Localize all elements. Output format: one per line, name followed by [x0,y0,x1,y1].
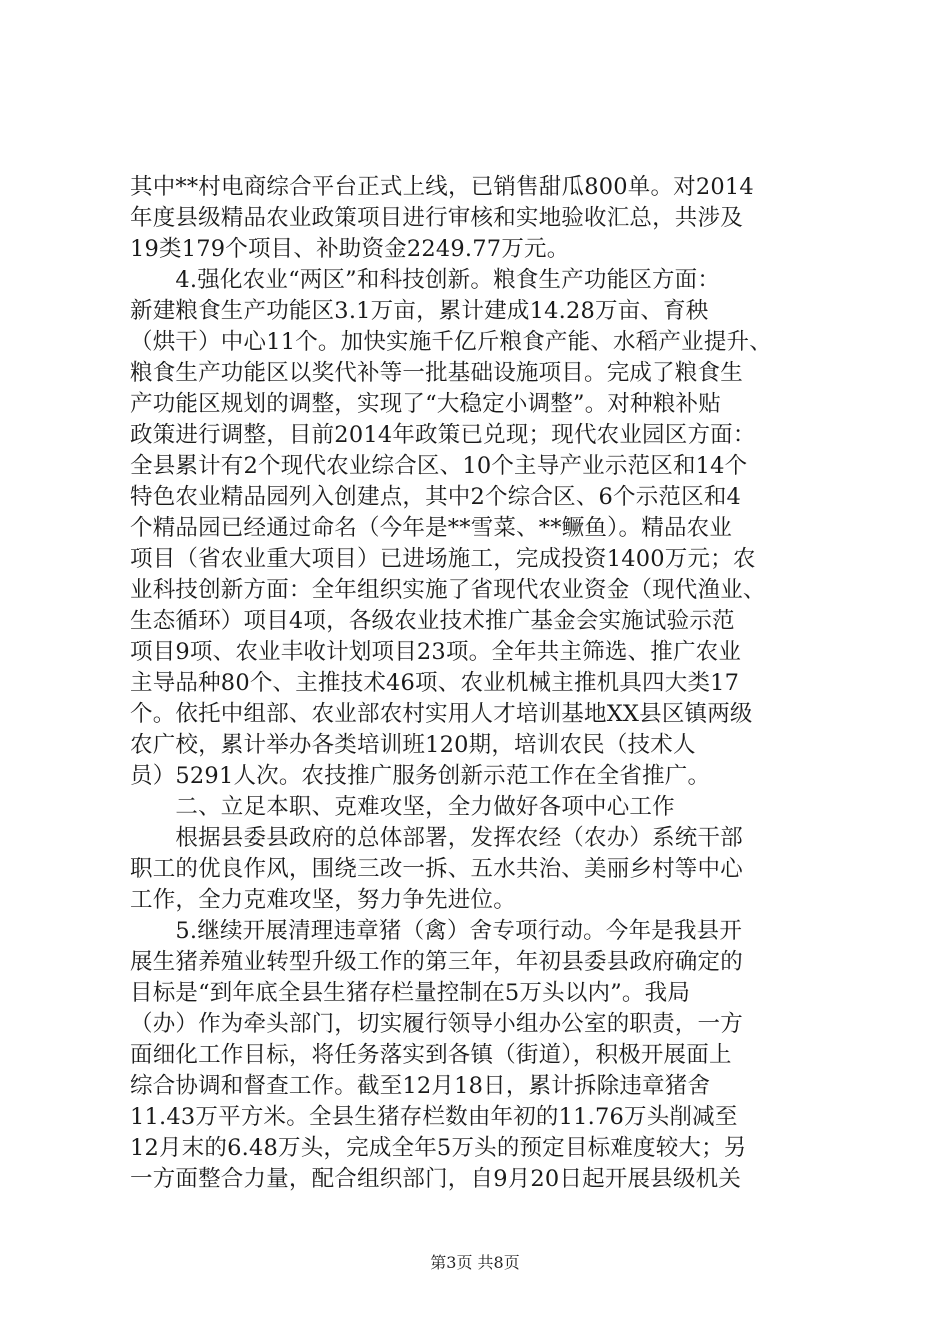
text-line: 根据县委县政府的总体部署，发挥农经（农办）系统干部 [130,825,743,851]
text-line: 其中**村电商综合平台正式上线，已销售甜瓜800单。对2014 [130,174,754,200]
text-line: 11.43万平方米。全县生猪存栏数由年初的11.76万头削减至 [130,1104,738,1130]
text-line: 目标是“到年底全县生猪存栏量控制在5万头以内”。我局 [130,980,691,1006]
text-line: 新建粮食生产功能区3.1万亩，累计建成14.28万亩、育秧 [130,298,709,324]
text-line: 一方面整合力量，配合组织部门，自9月20日起开展县级机关 [130,1166,742,1192]
text-line: 12月末的6.48万头，完成全年5万头的预定目标难度较大；另 [130,1135,747,1161]
text-line: 个精品园已经通过命名（今年是**雪菜、**鳜鱼）。精品农业 [130,515,733,541]
text-line: 业科技创新方面：全年组织实施了省现代农业资金（现代渔业、 [130,577,766,603]
page-number-footer: 第3页 共8页 [430,1253,520,1272]
text-line: （烘干）中心11个。加快实施千亿斤粮食产能、水稻产业提升、 [130,329,772,355]
text-line: 展生猪养殖业转型升级工作的第三年，年初县委县政府确定的 [130,949,743,975]
text-line: 项目（省农业重大项目）已进场施工，完成投资1400万元；农 [130,546,756,572]
text-line: 4.强化农业“两区”和科技创新。粮食生产功能区方面： [130,267,721,293]
text-line: 政策进行调整，目前2014年政策已兑现；现代农业园区方面： [130,422,756,448]
text-line: 主导品种80个、主推技术46项、农业机械主推机具四大类17 [130,670,740,696]
text-line: 面细化工作目标，将任务落实到各镇（街道），积极开展面上 [130,1042,732,1068]
text-line: 特色农业精品园列入创建点，其中2个综合区、6个示范区和4 [130,484,742,510]
text-line: 工作，全力克难攻坚，努力争先进位。 [130,887,516,913]
text-line: 5.继续开展清理违章猪（禽）舍专项行动。今年是我县开 [130,918,743,944]
text-line: 产功能区规划的调整，实现了“大稳定小调整”。对种粮补贴 [130,391,721,417]
text-line: 生态循环）项目4项，各级农业技术推广基金会实施试验示范 [130,608,735,634]
text-line: 职工的优良作风，围绕三改一拆、五水共治、美丽乡村等中心 [130,856,743,882]
text-line: 年度县级精品农业政策项目进行审核和实地验收汇总，共涉及 [130,205,743,231]
text-line: 粮食生产功能区以奖代补等一批基础设施项目。完成了粮食生 [130,360,743,386]
text-line: 全县累计有2个现代农业综合区、10个主导产业示范区和14个 [130,453,748,479]
text-line: 综合协调和督查工作。截至12月18日，累计拆除违章猪舍 [130,1073,711,1099]
text-line: 项目9项、农业丰收计划项目23项。全年共主筛选、推广农业 [130,639,742,665]
text-line: 个。依托中组部、农业部农村实用人才培训基地XX县区镇两级 [130,701,753,727]
text-line: 员）5291人次。农技推广服务创新示范工作在全省推广。 [130,763,711,789]
section-heading: 二、立足本职、克难攻坚，全力做好各项中心工作 [130,794,675,820]
body-text [130,172,835,1195]
text-line: （办）作为牵头部门，切实履行领导小组办公室的职责，一方 [130,1011,743,1037]
text-line: 农广校，累计举办各类培训班120期，培训农民（技术人 [130,732,696,758]
text-line: 19类179个项目、补助资金2249.77万元。 [130,236,570,262]
